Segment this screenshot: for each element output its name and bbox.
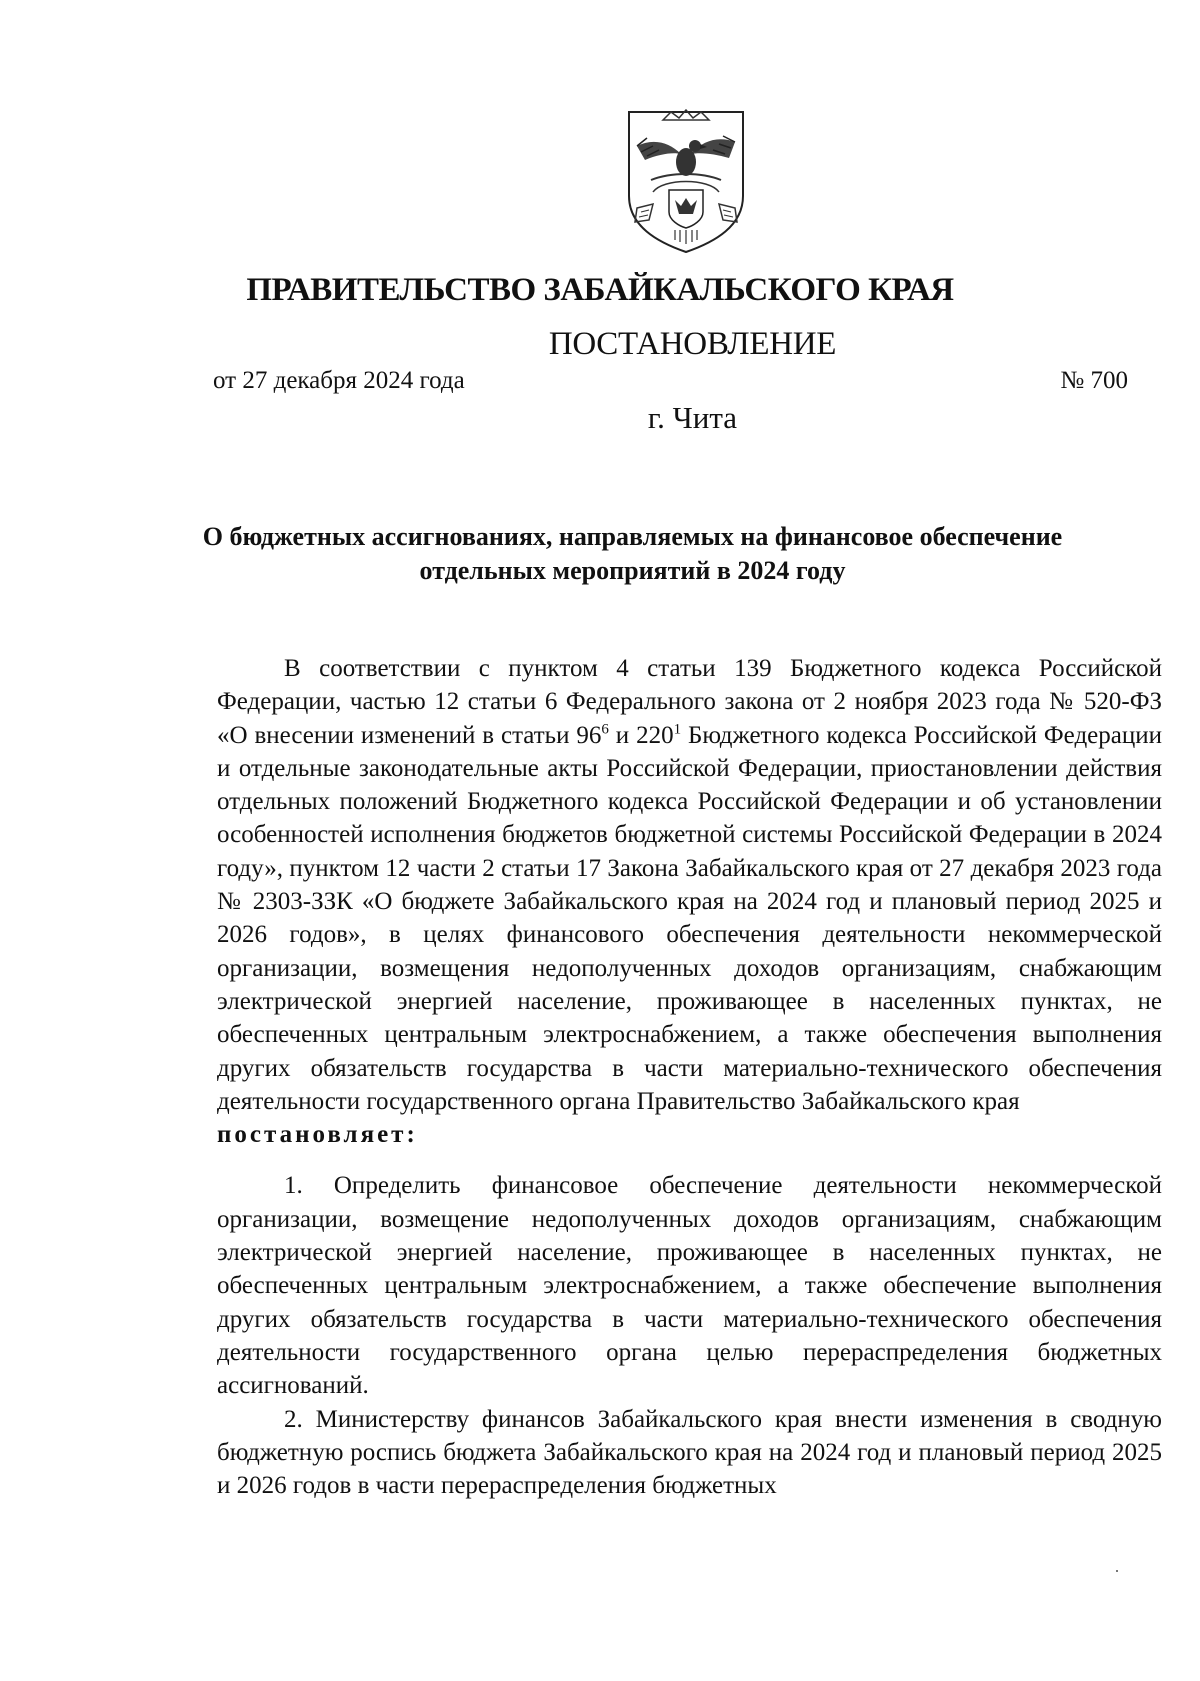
document-city: г. Чита — [647, 400, 738, 435]
coat-of-arms-icon — [623, 108, 749, 256]
document-type: ПОСТАНОВЛЕНИЕ — [548, 326, 837, 362]
preamble-paragraph — [217, 652, 1162, 1118]
preamble-part-3: Бюджетного кодекса Российской Федерации и отдельные законодательные акты Российской Федерации, приостановлении действия отдельных положений Бюджетного кодекса Российской Федерации и об установлении особенностей исполнения бюджетов бюджетной системы Российской Федерации в 2024 году», пунктом 12 части 2 статьи 17 Закона Забайкальского края от 27 декабря 2023 года № 2303-ЗЗК «О бюджете Забайкальского края на 2024 год и плановый период 2025 и 2026 годов», в целях финансового обеспечения деятельности некоммерческой организации, возмещения недополученных доходов организациям, снабжающим электрической энергией население, проживающее в населенных пунктах, не обеспеченных центральным электроснабжением, а также обеспечения выполнения других обязательств государства в части материально-технического обеспечения деятельности государственного органа Правительство Забайкальского края — [217, 721, 1162, 1115]
resolves-word: постановляет: — [217, 1121, 418, 1149]
document-number: № 700 — [1060, 367, 1128, 394]
preamble-superscript-1: 6 — [601, 721, 609, 738]
preamble-superscript-2: 1 — [673, 721, 682, 738]
government-title: ПРАВИТЕЛЬСТВО ЗАБАЙКАЛЬСКОГО КРАЯ — [246, 272, 954, 308]
scan-speck — [1116, 1570, 1118, 1572]
document-subject — [100, 520, 1165, 588]
paragraph-spacer — [217, 1151, 1162, 1169]
preamble-part-1: В соответствии с пунктом 4 статьи 139 Бюджетного кодекса Российской Федерации, частью 12 статьи 6 Федерального закона от 2 ноября 2023 года № 520-ФЗ «О внесении изменений в статьи 96 — [217, 655, 1162, 749]
subject-line-1: О бюджетных ассигнованиях, направляемых на финансовое обеспечение — [202, 522, 1063, 551]
subject-line-2: отдельных мероприятий в 2024 году — [419, 556, 846, 585]
list-item-2: 2. Министерству финансов Забайкальского края внести изменения в сводную бюджетную роспись бюджета Забайкальского края на 2024 год и плановый период 2025 и 2026 годов в части перераспределения бюджетных — [217, 1405, 1162, 1500]
list-item-1: 1. Определить финансовое обеспечение деятельности некоммерческой организации, возмещение недополученных доходов организациям, снабжающим электрической энергией население, проживающее в населенных пунктах, не обеспеченных центральным электроснабжением, а также обеспечение выполнения других обязательств государства в части материально-технического обеспечения деятельности государственного органа целью перераспределения бюджетных ассигнований. — [217, 1172, 1162, 1400]
document-date: от 27 декабря 2024 года — [213, 367, 465, 394]
document-body — [217, 652, 1162, 1502]
preamble-part-2: и 220 — [608, 721, 674, 749]
